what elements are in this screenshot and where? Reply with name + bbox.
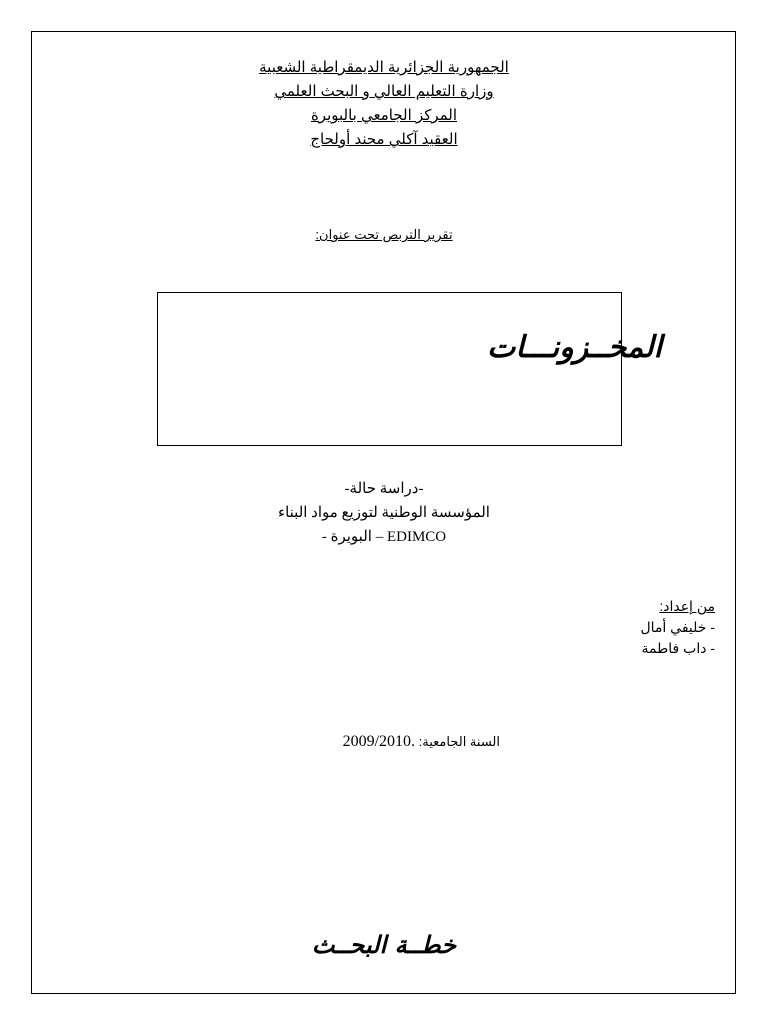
header-republic: الجمهورية الجزائرية الديمقراطية الشعبية	[259, 59, 509, 76]
case-study-block	[0, 477, 768, 549]
case-study-label: -دراسة حالة-	[344, 481, 424, 497]
prepared-by-label: من إعداد:	[659, 598, 715, 614]
header-ministry: وزارة التعليم العالي و البحث العلمي	[274, 83, 494, 100]
header-university-center: المركز الجامعي بالبويرة	[310, 107, 458, 124]
report-subtitle: تقرير التربص تحت عنوان:	[315, 227, 453, 242]
title-box	[157, 292, 622, 446]
author-name: - خليفي أمال	[640, 619, 715, 635]
company-code-location: EDIMCO – البويرة -	[321, 529, 447, 545]
institution-header	[0, 56, 768, 152]
author-name: - داب فاطمة	[641, 640, 715, 656]
report-title: المخــزونـــات	[487, 330, 662, 365]
company-name: المؤسسة الوطنية لتوزيع مواد البناء	[278, 505, 490, 521]
academic-year-value: 2009/2010.	[342, 733, 416, 750]
academic-year	[160, 733, 500, 751]
header-colonel-name: العقيد آكلي محند أولحاج	[310, 131, 458, 148]
prepared-by-block	[560, 596, 715, 659]
academic-year-label: السنة الجامعية:	[418, 734, 500, 749]
research-plan-heading: خطــة البحــث	[311, 930, 457, 959]
